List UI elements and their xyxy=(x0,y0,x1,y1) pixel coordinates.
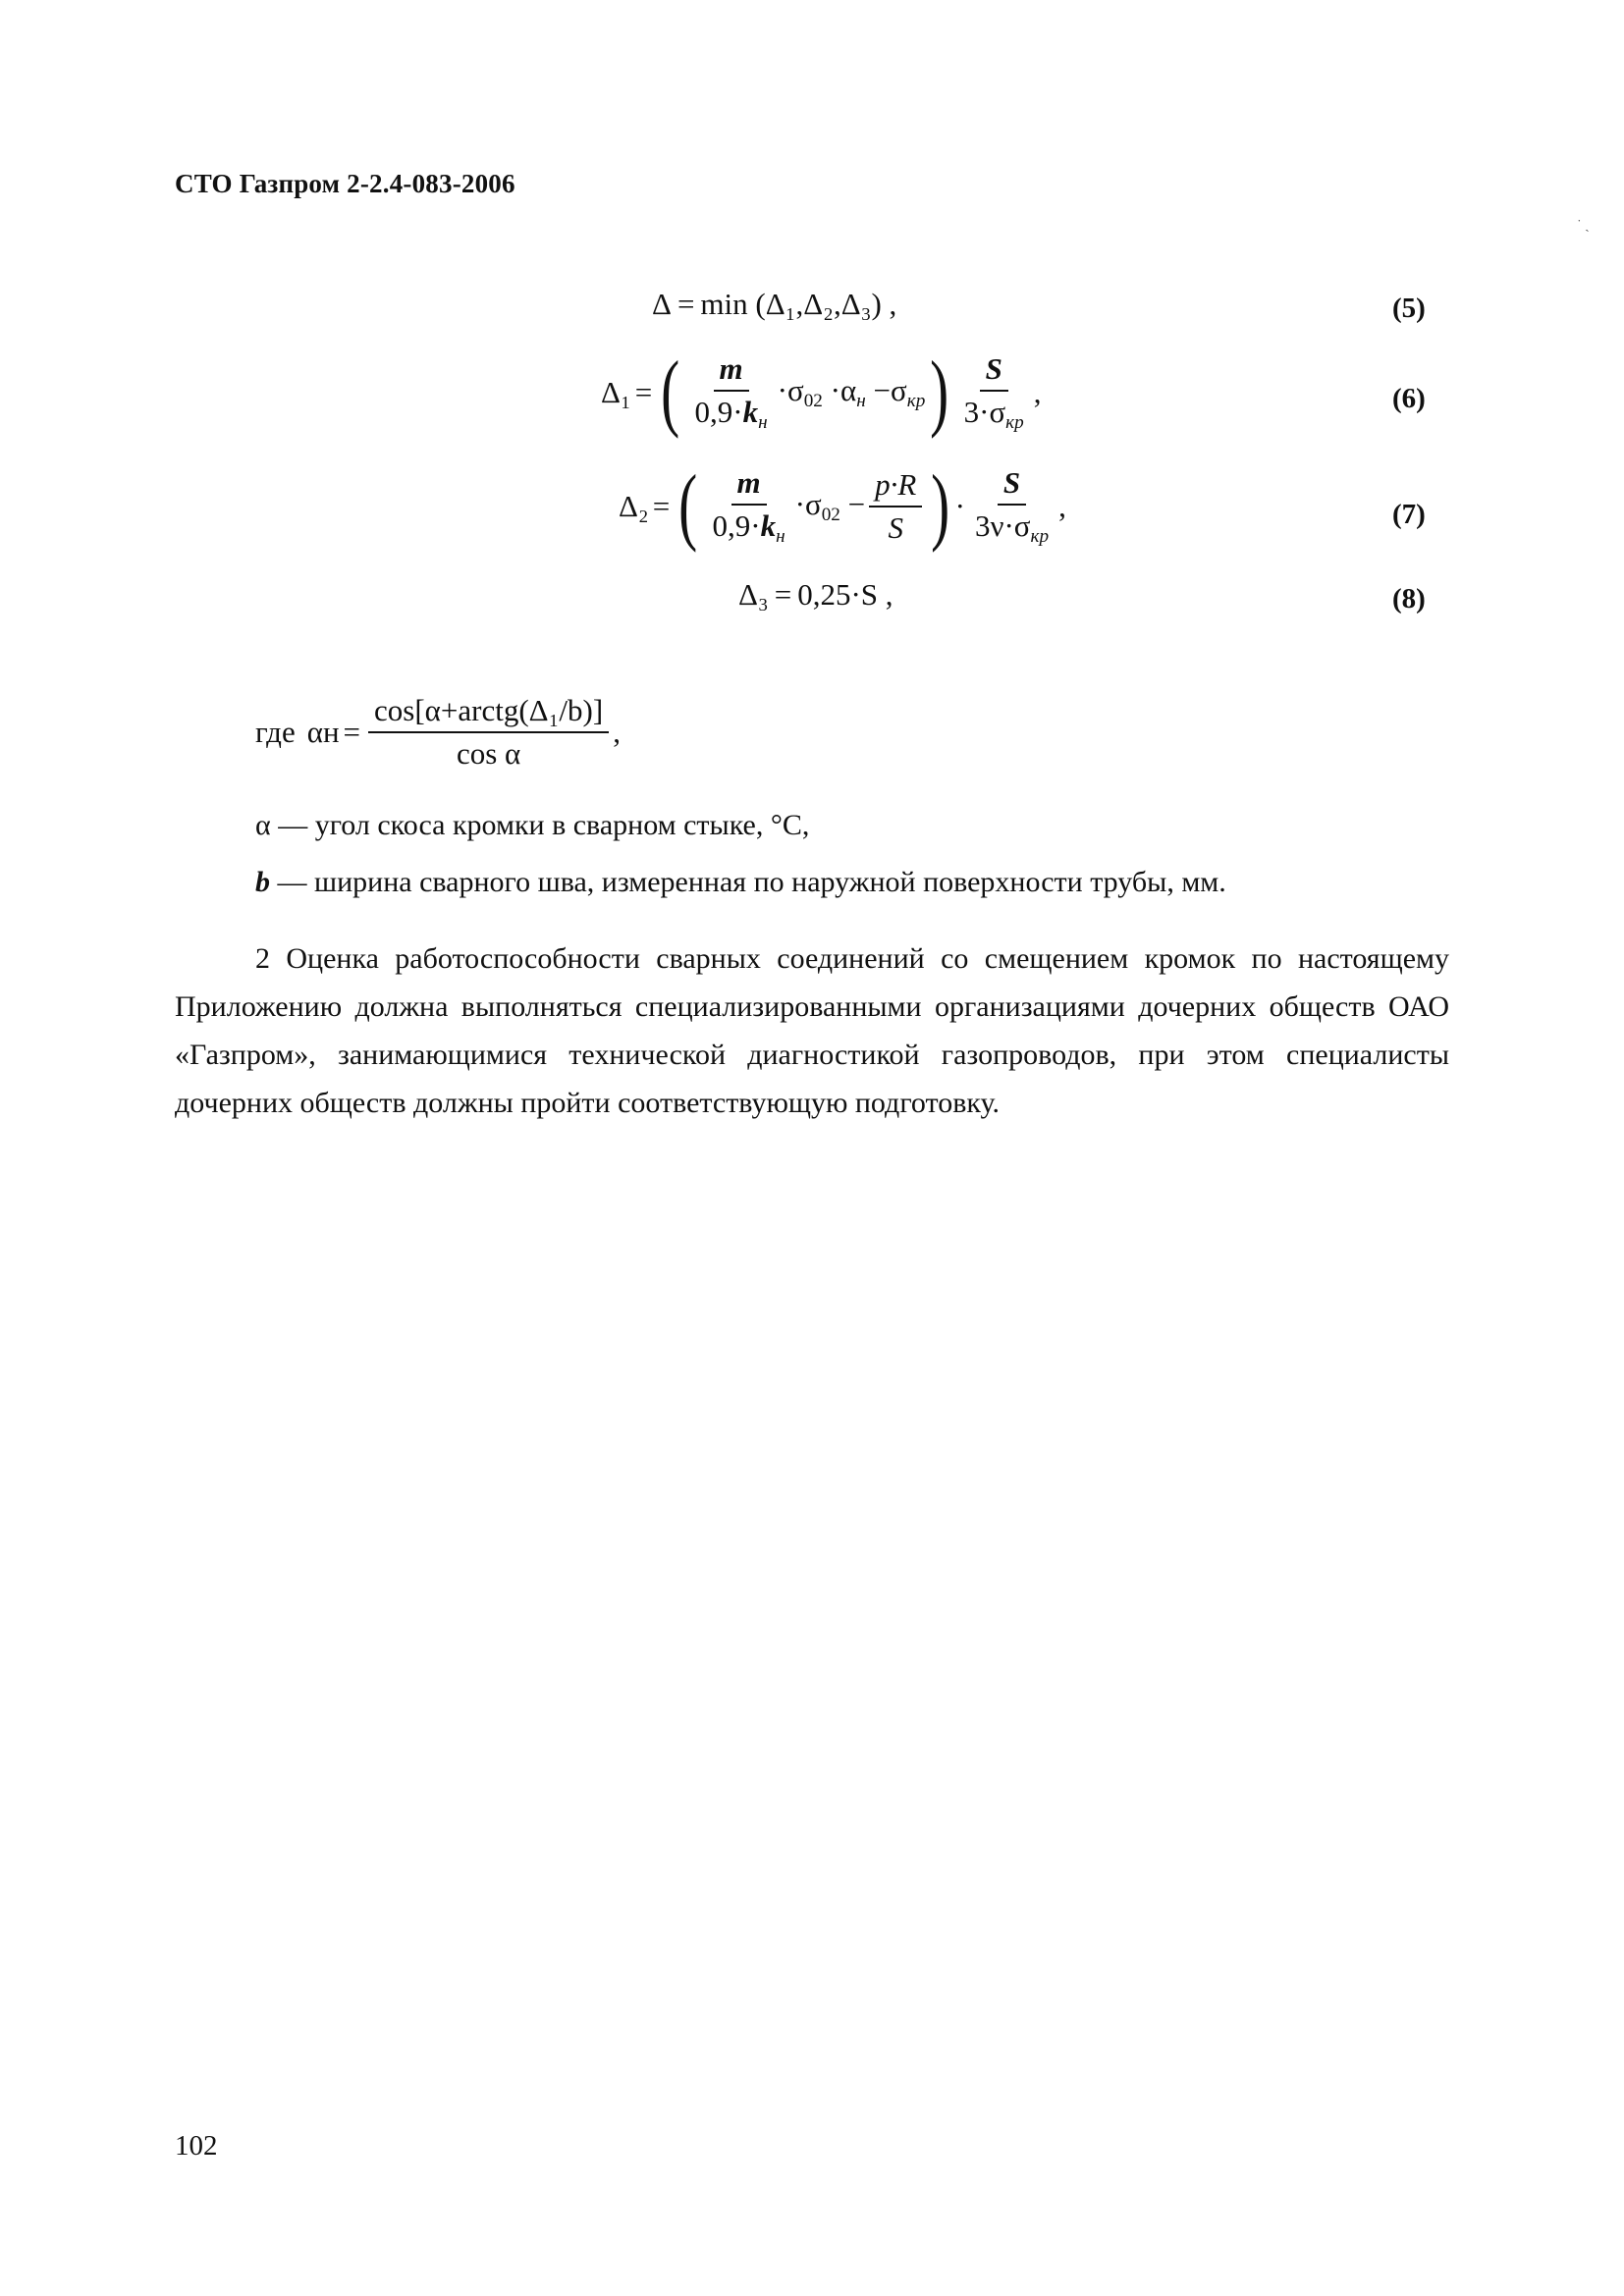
definition-b-text: — ширина сварного шва, измеренная по наружной поверхности трубы, мм. xyxy=(277,866,1226,898)
where-symbol: αн xyxy=(306,714,340,749)
equation-6-formula: Δ₁ = ( $\frac{m}{0,9\cdot k_н}$ $\cdot\sigma_{02} \cdot\alpha_н -\sigma_{кр}$ ) $\frac{S}{3\cdot\sigma_{кр}}$ , xyxy=(601,344,1042,440)
paragraph-2: 2 Оценка работоспособности сварных соединений со смещением кромок по настоящему Приложению должна выполняться специализированными организациями дочерних обществ ОАО «Газпром», занимающимися технической диагностикой газопроводов, при этом специалисты дочерних обществ должны пройти соответствующую подготовку. xyxy=(175,942,1449,1119)
where-fraction xyxy=(368,693,609,771)
page-number: 102 xyxy=(175,2130,218,2162)
definition-alpha-symbol: α xyxy=(255,809,271,841)
equation-7-number: (7) xyxy=(1392,499,1426,530)
equation-5-rhs: min (Δ₁,Δ₂,Δ₃) , xyxy=(700,287,897,321)
equation-8-formula: Δ₃ = 0,25·S , xyxy=(738,577,893,612)
equation-8-number: (8) xyxy=(1392,583,1426,614)
scan-marks: ˙ ˎ xyxy=(1577,218,1590,233)
equation-5-lhs: Δ xyxy=(652,287,672,321)
definition-alpha xyxy=(255,809,809,842)
equation-5-number: (5) xyxy=(1392,293,1426,324)
equation-7-lhs: Δ₂ xyxy=(619,488,649,523)
equation-8-lhs: Δ₃ xyxy=(738,577,769,612)
definition-alpha-text: — угол скоса кромки в сварном стыке, °С, xyxy=(278,809,810,841)
where-numerator: cos[α+arctg(Δ₁/b)] xyxy=(368,693,609,733)
where-label: где xyxy=(255,714,296,749)
equation-6-number: (6) xyxy=(1392,383,1426,414)
equation-7-formula: Δ₂ = ( $\frac{m}{0,9\cdot k_н}$ $\cdot\sigma_{02}$ − $\frac{p\cdot R}{S}$ ) · $\frac{S}{3\nu\cdot\sigma_{кр}}$ , xyxy=(619,457,1066,554)
equation-6-lhs: Δ₁ xyxy=(601,374,631,409)
equation-5-formula: Δ = min (Δ₁,Δ₂,Δ₃) , xyxy=(652,287,897,321)
definition-b xyxy=(255,866,1226,899)
where-clause: где αн = $\frac{\text{cos[α+arctg(Δ₁/b)]}}{\text{cos α}}$ , xyxy=(255,693,621,771)
equation-8-rhs: 0,25·S , xyxy=(797,577,893,612)
where-denominator: cos α xyxy=(456,735,521,771)
definition-b-symbol: b xyxy=(255,866,270,898)
document-header: СТО Газпром 2-2.4-083-2006 xyxy=(175,169,515,198)
